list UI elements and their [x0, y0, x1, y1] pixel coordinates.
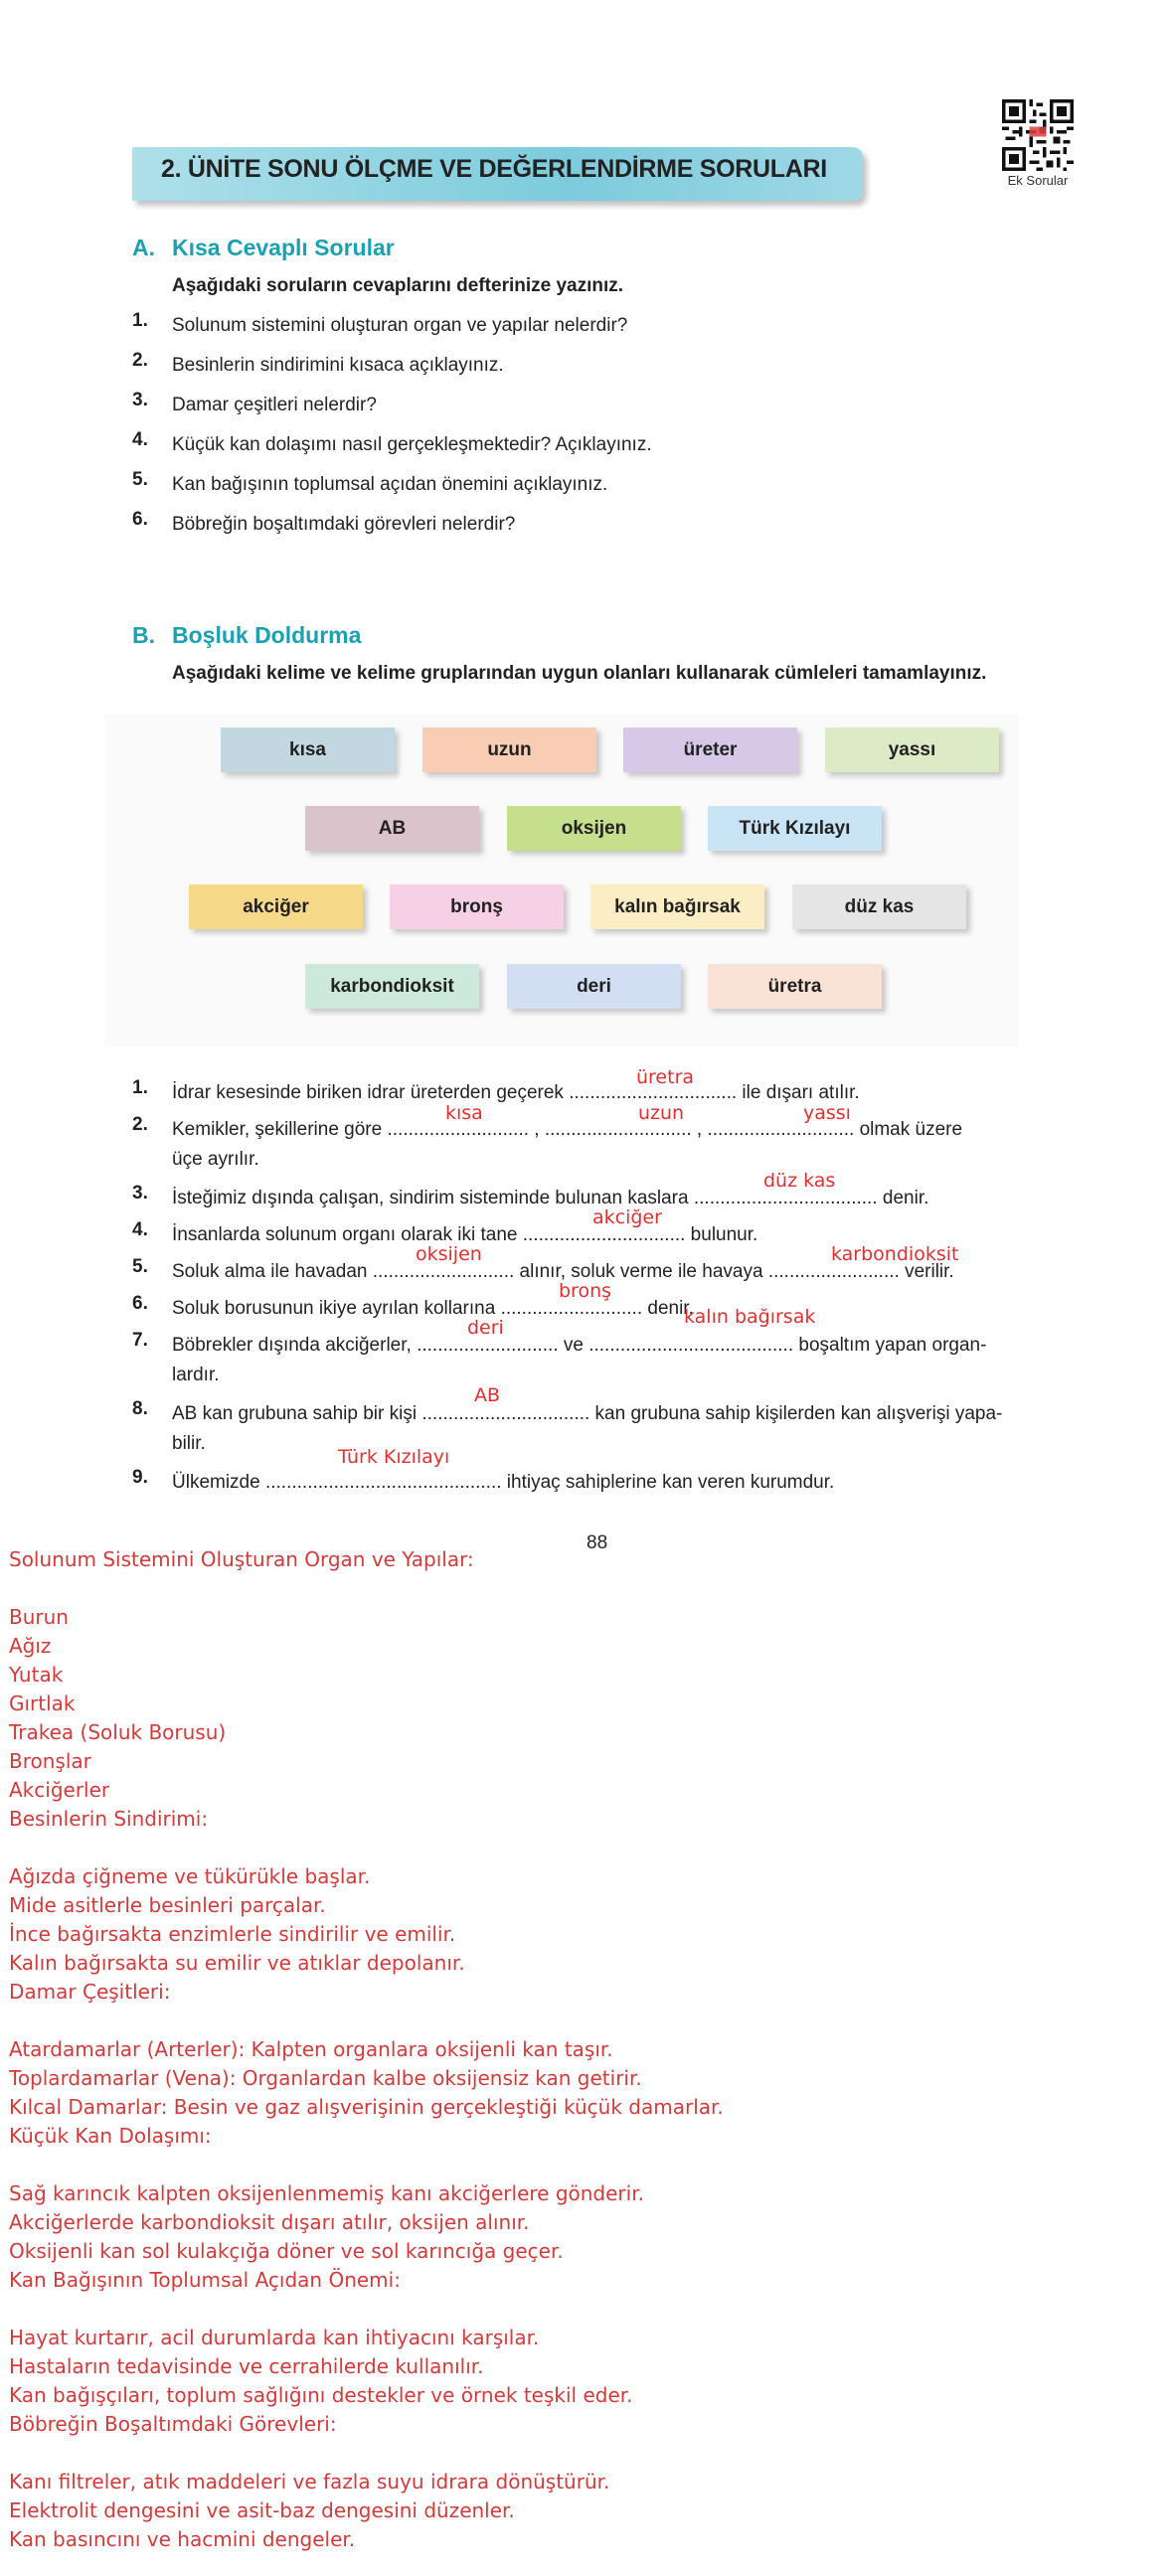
- word-box: düz kas: [792, 885, 966, 929]
- note-line: [9, 2439, 1102, 2468]
- question-number: 5.: [132, 469, 148, 490]
- question-text: Küçük kan dolaşımı nasıl gerçekleşmektedir? Açıklayınız.: [172, 434, 652, 455]
- answer-7a: deri: [467, 1317, 504, 1339]
- note-line: Kanı filtreler, atık maddeleri ve fazla suyu idrara dönüştürür.: [9, 2470, 610, 2494]
- note-line: Küçük Kan Dolaşımı:: [9, 2124, 212, 2148]
- answer-9: Türk Kızılayı: [338, 1446, 450, 1468]
- note-line: Sağ karıncık kalpten oksijenlenmemiş kanı akciğerlere gönderir.: [9, 2181, 644, 2205]
- item-text: Ülkemizde ............................................. ihtiyaç sahiplerine kan veren kurumdur.: [172, 1472, 835, 1493]
- qr-code-icon[interactable]: [1002, 99, 1074, 171]
- note-line: Trakea (Soluk Borusu): [9, 1720, 227, 1744]
- note-line: Hayat kurtarır, acil durumlarda kan ihtiyacını karşılar.: [9, 2326, 540, 2349]
- question-number: 1.: [132, 310, 148, 331]
- question-number: 2.: [132, 350, 148, 371]
- item-number: 5.: [132, 1256, 148, 1277]
- note-line: [9, 2151, 1102, 2179]
- answer-5b: karbondioksit: [831, 1243, 959, 1265]
- note-line: Kan basıncını ve hacmini dengeler.: [9, 2527, 356, 2551]
- note-line: [9, 1834, 1102, 1862]
- item-number: 2.: [132, 1114, 148, 1135]
- note-line: Oksijenli kan sol kulakçığa döner ve sol karıncığa geçer.: [9, 2239, 564, 2263]
- answer-7b: kalın bağırsak: [684, 1306, 816, 1328]
- note-line: Kan Bağışının Toplumsal Açıdan Önemi:: [9, 2268, 401, 2292]
- item-text-continued: lardır.: [172, 1365, 220, 1385]
- note-line: Gırtlak: [9, 1691, 76, 1715]
- item-text: Soluk alma ile havadan ........................... alınır, soluk verme ile havaya ......................... verilir.: [172, 1261, 954, 1282]
- section-a-letter: A.: [132, 235, 155, 260]
- question-text: Kan bağışının toplumsal açıdan önemini açıklayınız.: [172, 474, 608, 495]
- note-line: Burun: [9, 1605, 69, 1629]
- answer-2a: kısa: [445, 1102, 483, 1124]
- note-line: Kan bağışçıları, toplum sağlığını destekler ve örnek teşkil eder.: [9, 2383, 633, 2407]
- note-line: Hastaların tedavisinde ve cerrahilerde kullanılır.: [9, 2354, 484, 2378]
- item-text-continued: bilir.: [172, 1433, 206, 1454]
- question-text: Solunum sistemini oluşturan organ ve yapılar nelerdir?: [172, 315, 628, 336]
- item-text: İnsanlarda solunum organı olarak iki tane ............................... bulunur.: [172, 1224, 758, 1245]
- item-number: 3.: [132, 1183, 148, 1204]
- answer-8: AB: [474, 1384, 501, 1406]
- note-line: Mide asitlerle besinleri parçalar.: [9, 1893, 326, 1917]
- note-line: İnce bağırsakta enzimlerle sindirilir ve emilir.: [9, 1922, 456, 1946]
- section-a-title: Kısa Cevaplı Sorular: [172, 235, 395, 260]
- item-text: Böbrekler dışında akciğerler, ........................... ve ....................................... boşaltım yapan organ-: [172, 1335, 987, 1356]
- word-box: deri: [507, 964, 681, 1009]
- word-box: kısa: [221, 727, 395, 772]
- word-box: yassı: [825, 727, 999, 772]
- question-number: 6.: [132, 509, 148, 530]
- word-box: bronş: [390, 885, 564, 929]
- note-line: [9, 1574, 1102, 1603]
- note-line: Ağız: [9, 1634, 52, 1658]
- answer-2b: uzun: [638, 1102, 685, 1124]
- word-box: oksijen: [507, 806, 681, 851]
- item-text: İdrar kesesinde biriken idrar üreterden geçerek ................................ ile dışarı atılır.: [172, 1082, 860, 1103]
- word-box: akciğer: [189, 885, 363, 929]
- item-number: 6.: [132, 1293, 148, 1314]
- section-b-instruction: Aşağıdaki kelime ve kelime gruplarından uygun olanları kullanarak cümleleri tamamlayınız.: [172, 663, 987, 684]
- question-text: Besinlerin sindirimini kısaca açıklayınız.: [172, 355, 504, 376]
- section-a-instruction: Aşağıdaki soruların cevaplarını defterinize yazınız.: [172, 275, 624, 296]
- word-box: üreter: [623, 727, 797, 772]
- note-line: Bronşlar: [9, 1749, 91, 1773]
- answer-5a: oksijen: [416, 1243, 482, 1265]
- word-box: AB: [305, 806, 479, 851]
- page-title: 2. ÜNİTE SONU ÖLÇME VE DEĞERLENDİRME SORULARI: [161, 155, 827, 183]
- answer-6: bronş: [559, 1280, 612, 1302]
- section-b-title: Boşluk Doldurma: [172, 622, 362, 648]
- note-line: Böbreğin Boşaltımdaki Görevleri:: [9, 2412, 337, 2436]
- answer-1: üretra: [636, 1066, 695, 1088]
- item-number: 4.: [132, 1219, 148, 1240]
- answer-4: akciğer: [592, 1207, 662, 1228]
- item-text: İsteğimiz dışında çalışan, sindirim sisteminde bulunan kaslara ................................... denir.: [172, 1188, 929, 1208]
- qr-label: Ek Sorular: [1007, 173, 1069, 188]
- word-box: Türk Kızılayı: [708, 806, 882, 851]
- item-text-continued: üçe ayrılır.: [172, 1149, 259, 1170]
- note-line: Kalın bağırsakta su emilir ve atıklar depolanır.: [9, 1951, 465, 1975]
- item-number: 7.: [132, 1330, 148, 1351]
- item-text: AB kan grubuna sahip bir kişi ................................ kan grubuna sahip kişilerden kan alışverişi yapa-: [172, 1403, 1003, 1424]
- question-text: Damar çeşitleri nelerdir?: [172, 395, 377, 415]
- note-line: Akciğerlerde karbondioksit dışarı atılır, oksijen alınır.: [9, 2210, 530, 2234]
- question-text: Böbreğin boşaltımdaki görevleri nelerdir?: [172, 514, 516, 535]
- item-text: Soluk borusunun ikiye ayrılan kollarına ........................... denir.: [172, 1298, 694, 1319]
- item-number: 8.: [132, 1398, 148, 1419]
- note-line: Elektrolit dengesini ve asit-baz dengesini düzenler.: [9, 2498, 515, 2522]
- item-number: 1.: [132, 1077, 148, 1098]
- word-box: uzun: [422, 727, 596, 772]
- note-line: [9, 2007, 1102, 2035]
- answer-3: düz kas: [763, 1170, 836, 1192]
- note-line: Yutak: [9, 1663, 64, 1687]
- note-line: Damar Çeşitleri:: [9, 1980, 171, 2004]
- note-line: [9, 2295, 1102, 2324]
- item-number: 9.: [132, 1467, 148, 1488]
- answer-2c: yassı: [803, 1102, 851, 1124]
- note-line: Akciğerler: [9, 1778, 110, 1802]
- note-line: Solunum Sistemini Oluşturan Organ ve Yapılar:: [9, 1547, 474, 1571]
- note-line: Besinlerin Sindirimi:: [9, 1807, 209, 1831]
- item-text: Kemikler, şekillerine göre ........................... , ............................ , ............................ olmak üzere: [172, 1119, 963, 1140]
- word-box: üretra: [708, 964, 882, 1009]
- word-box: kalın bağırsak: [590, 885, 764, 929]
- note-line: Kılcal Damarlar: Besin ve gaz alışverişinin gerçekleştiği küçük damarlar.: [9, 2095, 724, 2119]
- note-line: Atardamarlar (Arterler): Kalpten organlara oksijenli kan taşır.: [9, 2037, 613, 2061]
- note-line: Ağızda çiğneme ve tükürükle başlar.: [9, 1864, 371, 1888]
- question-number: 4.: [132, 429, 148, 450]
- page-number: 88: [586, 1532, 608, 1553]
- section-b-letter: B.: [132, 622, 155, 648]
- note-line: Toplardamarlar (Vena): Organlardan kalbe oksijensiz kan getirir.: [9, 2066, 642, 2090]
- answer-notes: [9, 1545, 1102, 2554]
- word-box: karbondioksit: [305, 964, 479, 1009]
- question-number: 3.: [132, 390, 148, 410]
